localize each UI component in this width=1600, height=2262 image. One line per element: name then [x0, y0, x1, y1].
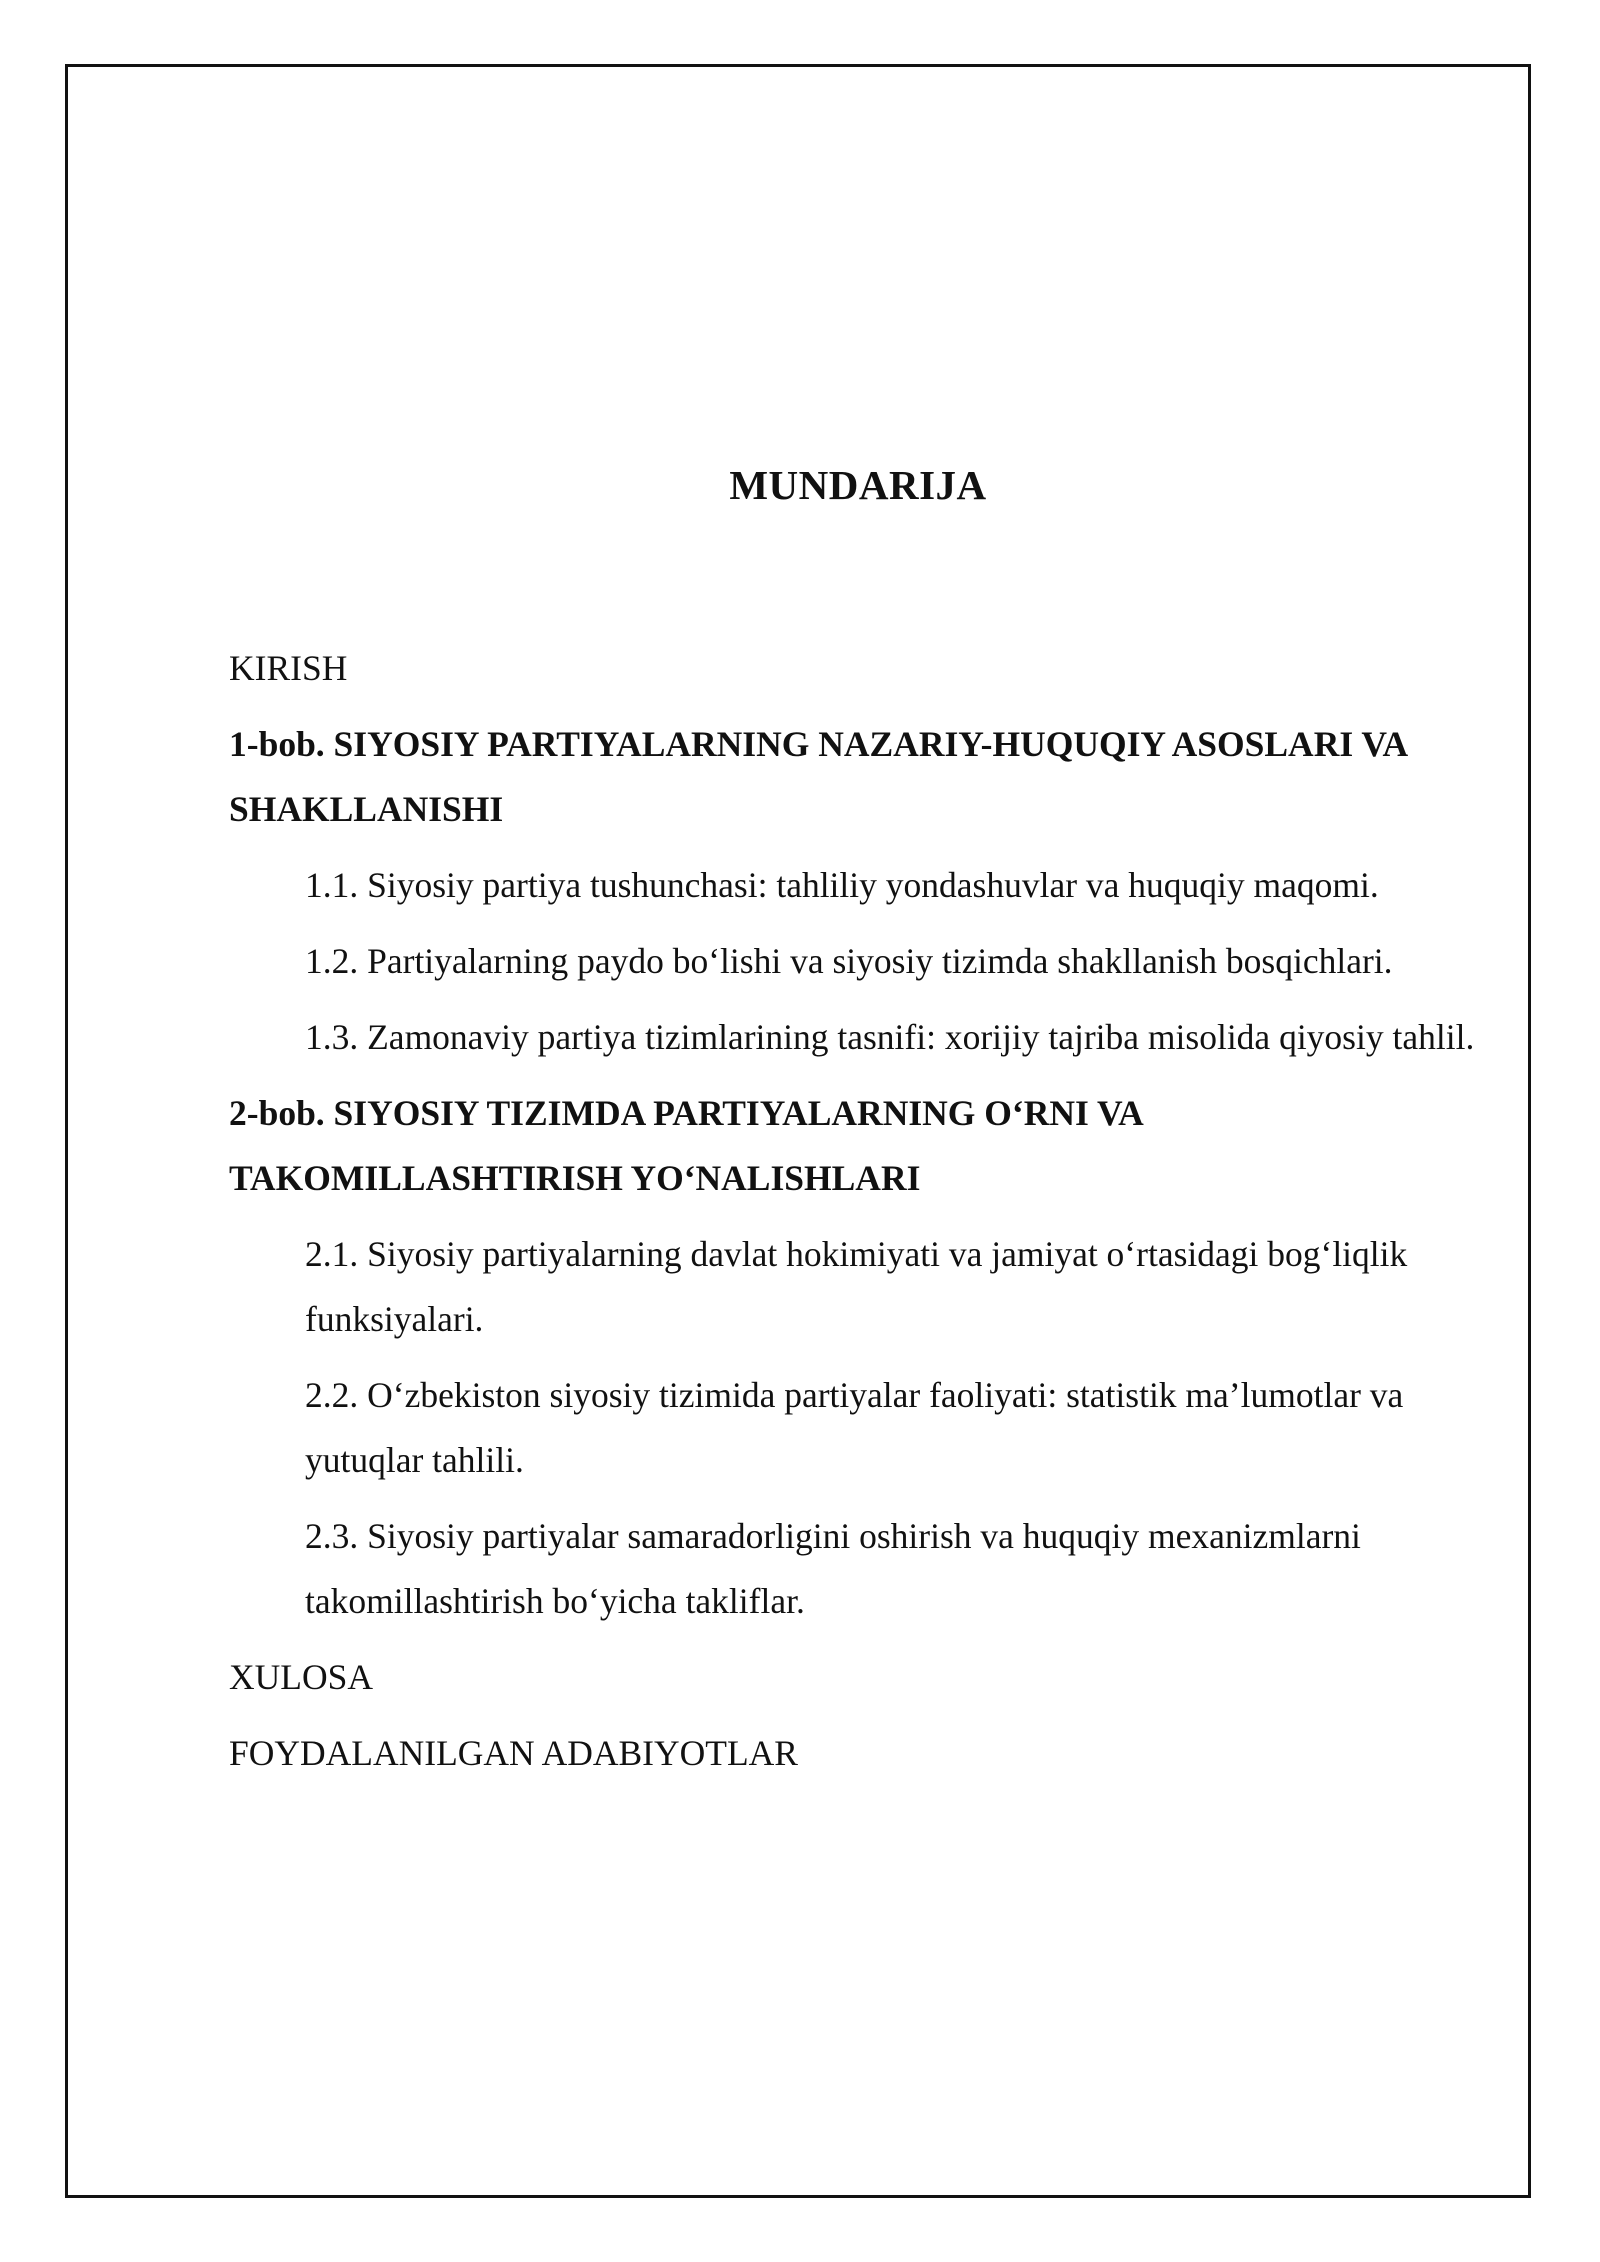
toc-entry-conclusion: XULOSA [229, 1657, 373, 1697]
toc-section-1-2: 1.2. Partiyalarning paydo bo‘lishi va siyosiy tizimda shakllanish bosqichlari. [305, 941, 1393, 981]
table-of-contents [229, 636, 1479, 1797]
toc-section-1-1: 1.1. Siyosiy partiya tushunchasi: tahliliy yondashuvlar va huquqiy maqomi. [305, 865, 1379, 905]
toc-section-2-1: 2.1. Siyosiy partiyalarning davlat hokimiyati va jamiyat o‘rtasidagi bog‘liqlik funksiyalari. [305, 1234, 1408, 1339]
toc-entry-introduction: KIRISH [229, 648, 348, 688]
toc-section-2-3: 2.3. Siyosiy partiyalar samaradorligini oshirish va huquqiy mexanizmlarni takomillashtirish bo‘yicha takliflar. [305, 1516, 1361, 1621]
toc-section-2-2: 2.2. O‘zbekiston siyosiy tizimida partiyalar faoliyati: statistik ma’lumotlar va yutuqlar tahlili. [305, 1375, 1404, 1480]
toc-chapter-2: 2-bob. SIYOSIY TIZIMDA PARTIYALARNING O‘RNI VA TAKOMILLASHTIRISH YO‘NALISHLARI [229, 1093, 1142, 1198]
toc-section-1-3: 1.3. Zamonaviy partiya tizimlarining tasnifi: xorijiy tajriba misolida qiyosiy tahlil. [305, 1017, 1475, 1057]
page-title: MUNDARIJA [729, 462, 987, 508]
toc-chapter-1: 1-bob. SIYOSIY PARTIYALARNING NAZARIY-HUQUQIY ASOSLARI VA SHAKLLANISHI [229, 724, 1407, 829]
toc-entry-references: FOYDALANILGAN ADABIYOTLAR [229, 1733, 798, 1773]
